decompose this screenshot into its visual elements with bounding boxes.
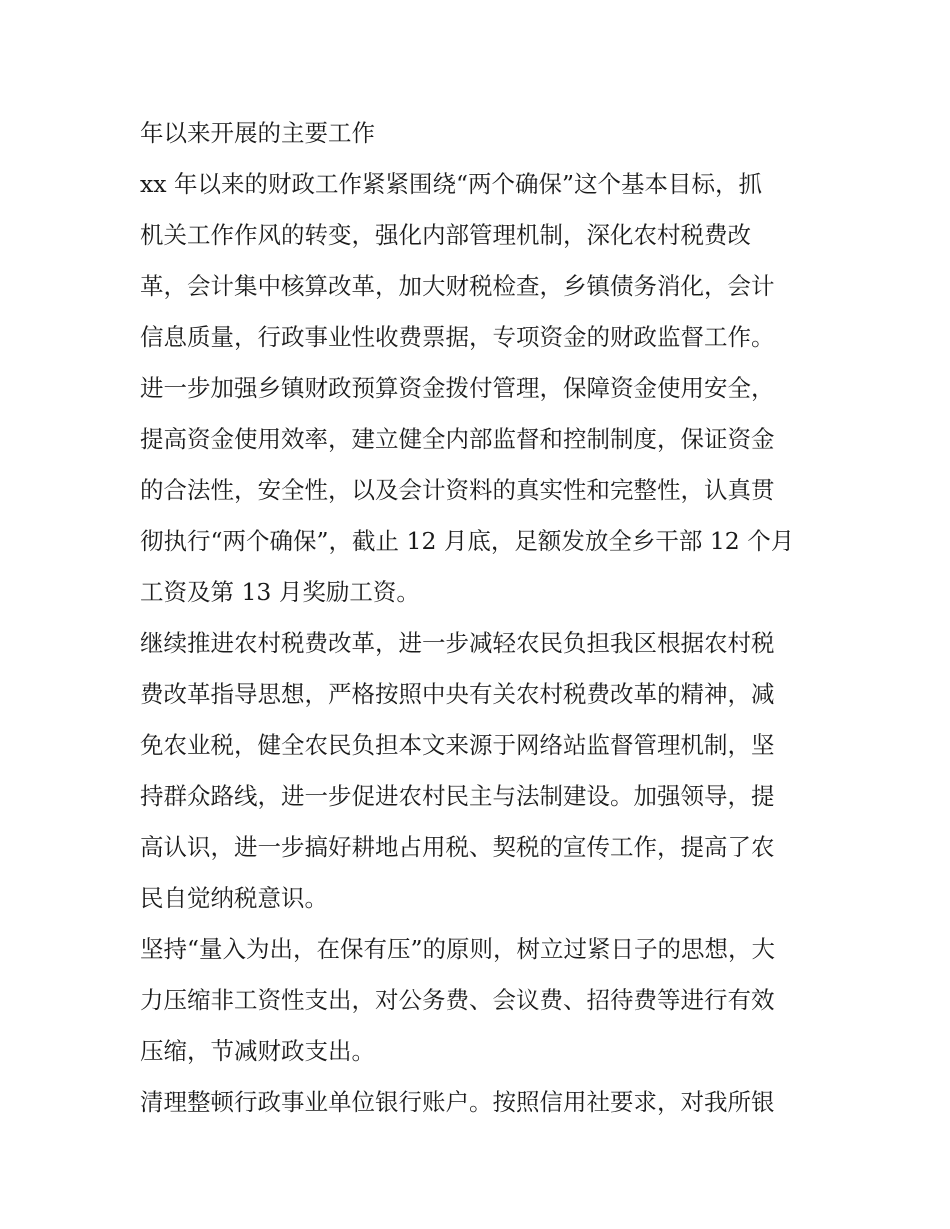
paragraph-line: 工资及第 13 月奖励工资。: [140, 578, 420, 606]
paragraph-line: 彻执行“两个确保”，截止 12 月底，足额发放全乡干部 12 个月: [140, 527, 795, 555]
paragraph-3: [140, 618, 820, 924]
document-body: [140, 108, 820, 1128]
paragraph-line: 清理整顿行政事业单位银行账户。按照信用社要求，对我所银: [140, 1088, 775, 1116]
paragraph-line: 压缩，节减财政支出。: [140, 1037, 375, 1065]
paragraph-line: 继续推进农村税费改革，进一步减轻农民负担我区根据农村税: [140, 629, 775, 657]
paragraph-line: 进一步加强乡镇财政预算资金拨付管理，保障资金使用安全，: [140, 374, 775, 402]
paragraph-line: 力压缩非工资性支出，对公务费、会议费、招待费等进行有效: [140, 986, 775, 1014]
paragraph-line: 民自觉纳税意识。: [140, 884, 328, 912]
paragraph-2: [140, 363, 820, 618]
paragraph-line: xx 年以来的财政工作紧紧围绕“两个确保”这个基本目标，抓: [140, 170, 763, 198]
paragraph-line: 信息质量，行政事业性收费票据，专项资金的财政监督工作。: [140, 323, 775, 351]
paragraph-line: 革，会计集中核算改革，加大财税检查，乡镇债务消化，会计: [140, 272, 775, 300]
paragraph-5: [140, 1077, 820, 1128]
paragraph-line: 持群众路线，进一步促进农村民主与法制建设。加强领导，提: [140, 782, 775, 810]
paragraph-line: 机关工作作风的转变，强化内部管理机制，深化农村税费改: [140, 221, 751, 249]
section-heading: [140, 108, 820, 159]
paragraph-1: [140, 159, 820, 363]
paragraph-line: 高认识，进一步搞好耕地占用税、契税的宣传工作，提高了农: [140, 833, 775, 861]
paragraph-line: 提高资金使用效率，建立健全内部监督和控制制度，保证资金: [140, 425, 775, 453]
heading-text: 年以来开展的主要工作: [140, 119, 375, 147]
paragraph-line: 费改革指导思想，严格按照中央有关农村税费改革的精神，减: [140, 680, 775, 708]
paragraph-4: [140, 924, 820, 1077]
paragraph-line: 坚持“量入为出，在保有压”的原则，树立过紧日子的思想，大: [140, 935, 776, 963]
paragraph-line: 的合法性，安全性，以及会计资料的真实性和完整性，认真贯: [140, 476, 775, 504]
paragraph-line: 免农业税，健全农民负担本文来源于网络站监督管理机制，坚: [140, 731, 775, 759]
